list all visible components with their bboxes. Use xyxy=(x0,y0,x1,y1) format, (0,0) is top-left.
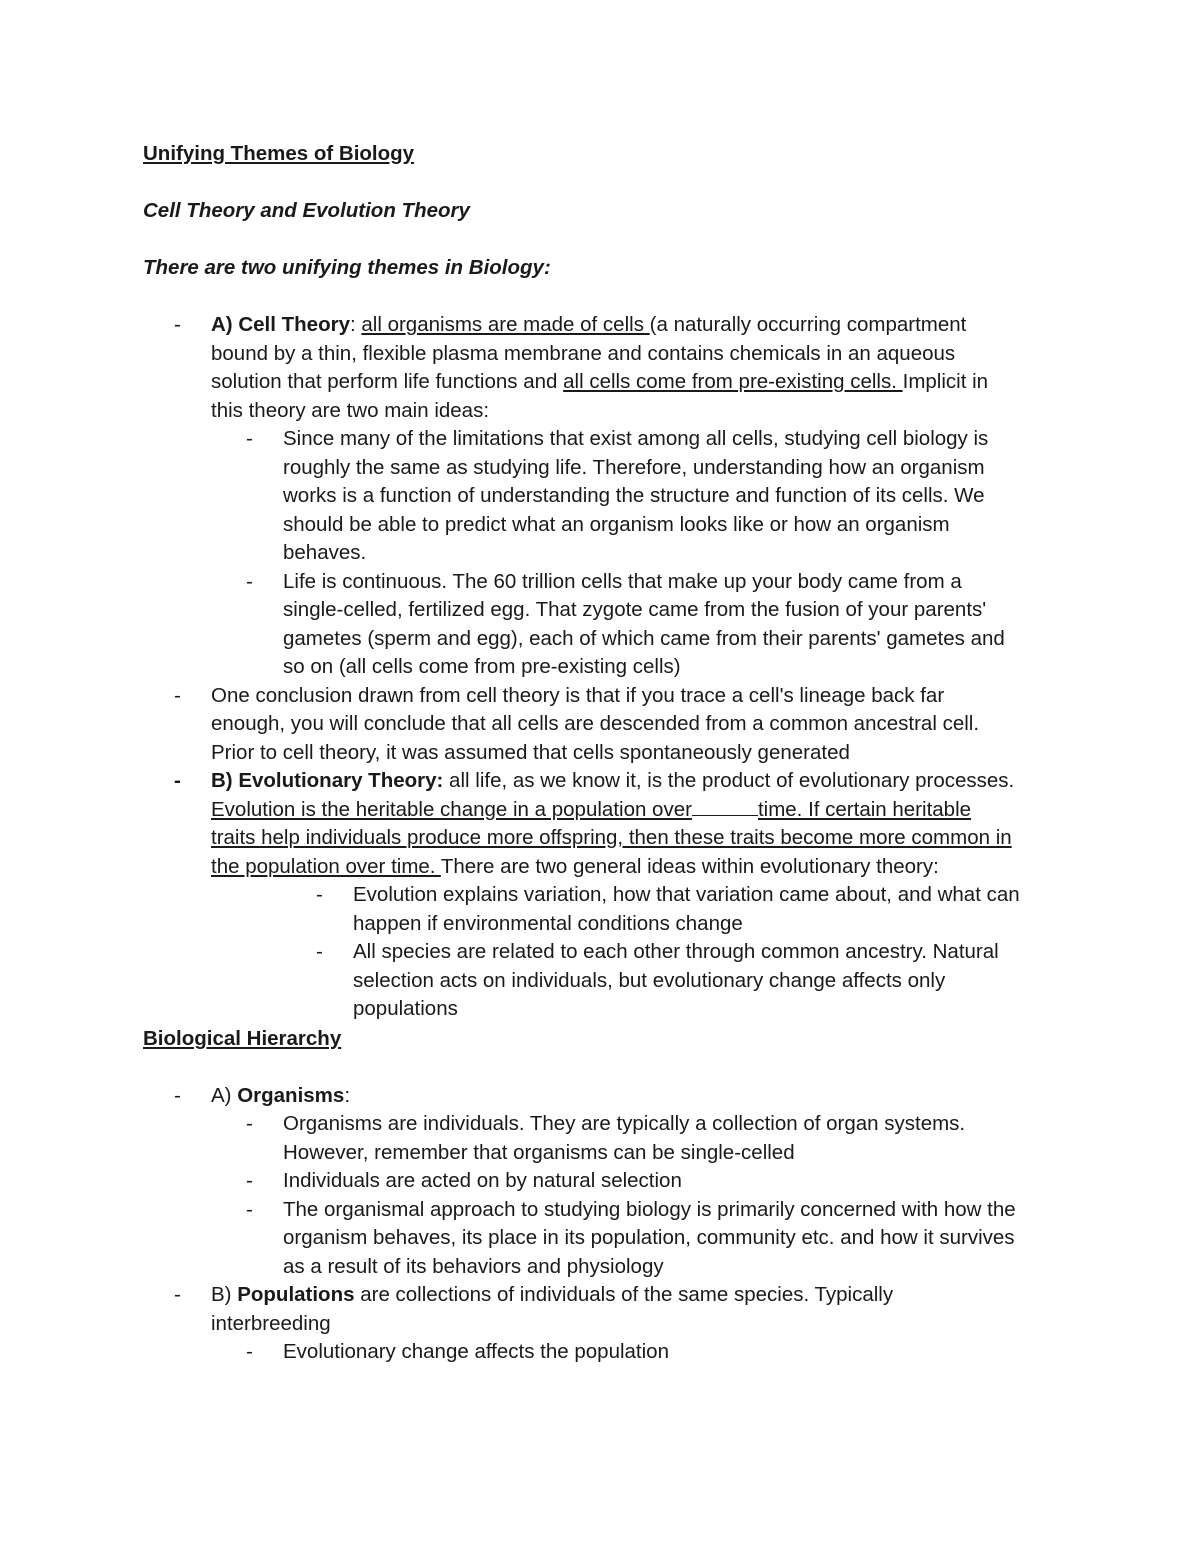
organisms-prefix: A) xyxy=(211,1084,238,1107)
cell-idea-1-line-5: behaves. xyxy=(283,541,367,564)
populations-line-1 xyxy=(211,1281,893,1310)
sub-bullet-dash: - xyxy=(316,940,323,963)
evolution-line-2 xyxy=(211,796,971,825)
cell-idea-2-line-2: single-celled, fertilized egg. That zygote came from the fusion of your parents' xyxy=(283,598,987,621)
sub-bullet-dash: - xyxy=(246,569,253,593)
populations-sub-1: Evolutionary change affects the population xyxy=(283,1340,669,1363)
sub-bullet-dash: - xyxy=(246,1197,253,1221)
cell-theory-colon: : xyxy=(349,313,362,336)
organisms-sub-3-line-1: The organismal approach to studying biology is primarily concerned with how the xyxy=(283,1197,1016,1221)
evo-idea-1-line-1: Evolution explains variation, how that variation came about, and what can xyxy=(353,883,1020,906)
cell-theory-underline-2: all cells come from pre-existing cells. xyxy=(563,370,903,393)
sub-bullet-dash: - xyxy=(246,427,253,450)
cell-theory-line-4: this theory are two main ideas: xyxy=(211,398,490,422)
cell-theory-line-2: bound by a thin, flexible plasma membrane and contains chemicals in an aqueous xyxy=(211,341,956,365)
populations-prefix: B) xyxy=(211,1283,238,1306)
conclusion-line-1: One conclusion drawn from cell theory is that if you trace a cell's lineage back far xyxy=(211,683,945,707)
sub-bullet-dash: - xyxy=(246,1112,253,1135)
organisms-line xyxy=(211,1082,350,1111)
evolution-line-4 xyxy=(211,853,939,882)
organisms-sub-1-line-1: Organisms are individuals. They are typically a collection of organ systems. xyxy=(283,1112,966,1135)
bullet-dash: - xyxy=(174,1283,181,1306)
cell-theory-text-1: (a naturally occurring compartment xyxy=(649,313,967,336)
cell-theory-line-3 xyxy=(211,368,988,397)
bullet-dash: - xyxy=(174,769,181,792)
organisms-suffix: : xyxy=(344,1084,351,1107)
populations-line-2: interbreeding xyxy=(211,1311,331,1335)
evolution-label: B) Evolutionary Theory: xyxy=(211,769,444,792)
evolution-text-1: all life, as we know it, is the product of evolutionary processes. xyxy=(443,769,1015,792)
evo-idea-2-line-1: All species are related to each other through common ancestry. Natural xyxy=(353,940,999,963)
evolution-text-4: There are two general ideas within evolutionary theory: xyxy=(440,854,939,878)
cell-idea-1-line-1: Since many of the limitations that exist among all cells, studying cell biology is xyxy=(283,427,989,450)
evo-idea-2-line-3: populations xyxy=(353,997,458,1020)
organisms-sub-3-line-2: organism behaves, its place in its population, community etc. and how it survives xyxy=(283,1226,1015,1249)
evolution-underline-c: the population over time. xyxy=(211,854,441,878)
section-subtitle: Cell Theory and Evolution Theory xyxy=(143,199,470,222)
evolution-underline-a: Evolution is the heritable change in a population over xyxy=(211,797,692,821)
evo-idea-1-line-2: happen if environmental conditions change xyxy=(353,911,743,935)
organisms-sub-2: Individuals are acted on by natural selection xyxy=(283,1169,682,1192)
cell-theory-label: A) Cell Theory xyxy=(211,313,350,336)
evolution-line-3: traits help individuals produce more offspring, then these traits become more common in xyxy=(211,826,1012,849)
bullet-dash: - xyxy=(174,683,181,707)
cell-idea-1-line-4: should be able to predict what an organism looks like or how an organism xyxy=(283,512,950,536)
organisms-label: Organisms xyxy=(237,1084,345,1107)
cell-idea-1-line-2: roughly the same as studying life. Therefore, understanding how an organism xyxy=(283,455,985,479)
populations-text-1: are collections of individuals of the same species. Typically xyxy=(354,1283,894,1306)
bullet-dash: - xyxy=(174,1084,181,1107)
evo-idea-2-line-2: selection acts on individuals, but evolutionary change affects only xyxy=(353,968,946,992)
sub-bullet-dash: - xyxy=(246,1340,253,1363)
cell-idea-2-line-1: Life is continuous. The 60 trillion cells that make up your body came from a xyxy=(283,569,962,593)
cell-theory-underline-1: all organisms are made of cells xyxy=(361,313,650,336)
conclusion-line-3: Prior to cell theory, it was assumed that cells spontaneously generated xyxy=(211,740,850,764)
intro-line: There are two unifying themes in Biology: xyxy=(143,256,551,279)
document-title: Unifying Themes of Biology xyxy=(143,142,415,165)
bullet-dash: - xyxy=(174,313,181,336)
hierarchy-heading: Biological Hierarchy xyxy=(143,1027,342,1050)
cell-idea-2-line-3: gametes (sperm and egg), each of which came from their parents' gametes and xyxy=(283,626,1005,650)
sub-bullet-dash: - xyxy=(316,883,323,906)
populations-label: Populations xyxy=(237,1283,355,1306)
organisms-sub-1-line-2: However, remember that organisms can be single-celled xyxy=(283,1140,795,1164)
cell-theory-line-1 xyxy=(211,311,966,340)
organisms-sub-3-line-3: as a result of its behaviors and physiology xyxy=(283,1254,664,1278)
evolution-underline-b: time. If certain heritable xyxy=(757,797,972,821)
cell-theory-text-3b: Implicit in xyxy=(902,370,989,393)
cell-theory-text-3a: solution that perform life functions and xyxy=(211,370,564,393)
cell-idea-1-line-3: works is a function of understanding the structure and function of its cells. We xyxy=(283,484,985,507)
cell-idea-2-line-4: so on (all cells come from pre-existing cells) xyxy=(283,655,681,678)
conclusion-line-2: enough, you will conclude that all cells are descended from a common ancestral cell. xyxy=(211,712,980,735)
evolution-line-1 xyxy=(211,767,1014,796)
blank-gap xyxy=(692,797,758,816)
sub-bullet-dash: - xyxy=(246,1169,253,1192)
